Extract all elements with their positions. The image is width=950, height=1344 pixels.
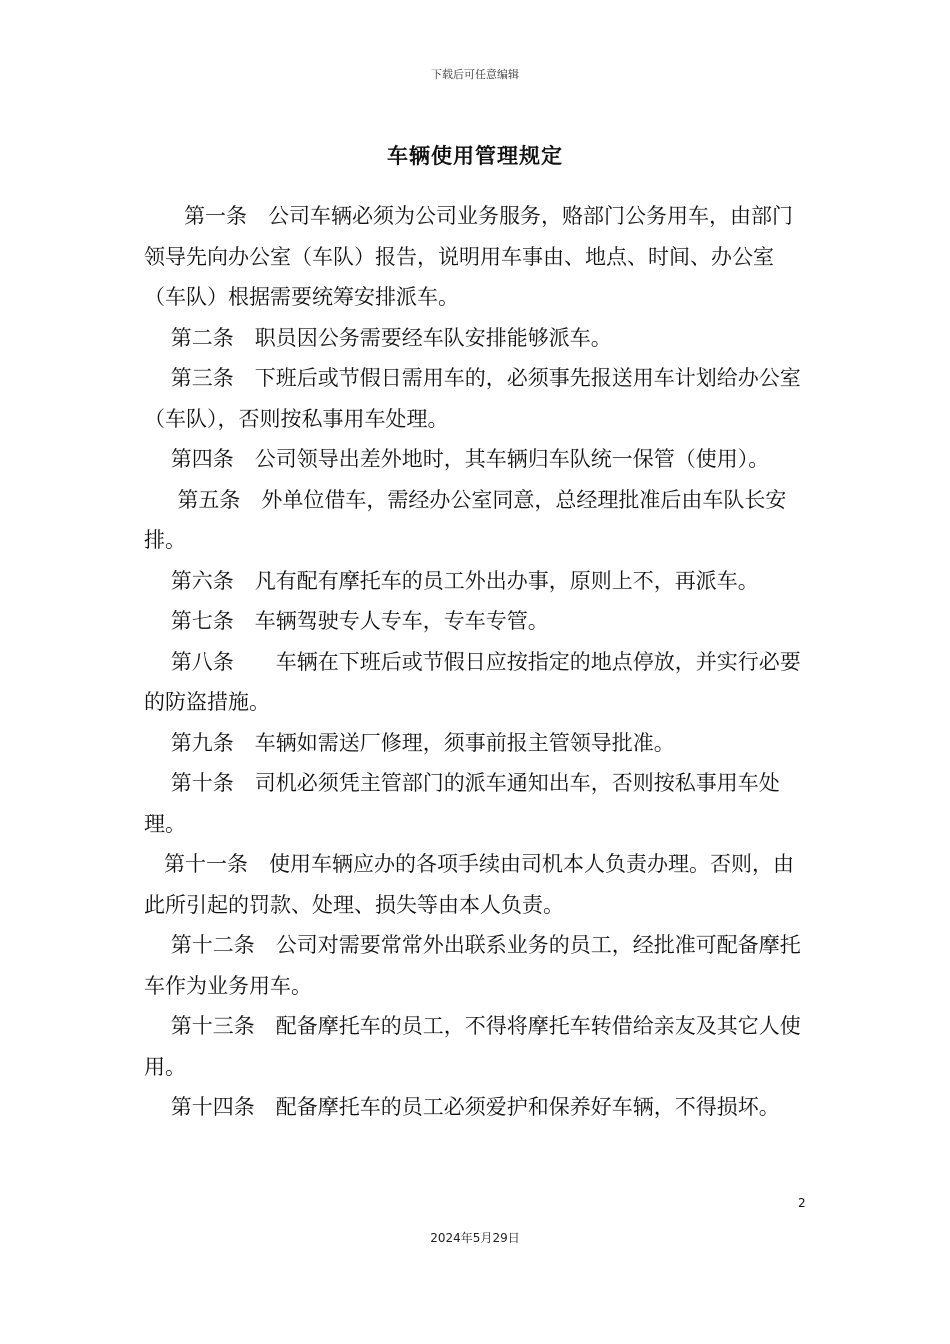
article-5-text: 第五条 外单位借车，需经办公室同意，总经理批准后由车队长安排。 [144, 487, 787, 552]
article-12 [144, 925, 814, 1006]
article-2 [144, 318, 814, 359]
article-13 [144, 1006, 814, 1087]
article-11-text: 第十一条 使用车辆应办的各项手续由司机本人负责办理。否则，由此所引起的罚款、处理、损失等由本人负责。 [144, 852, 795, 917]
article-13-text: 第十三条 配备摩托车的员工，不得将摩托车转借给亲友及其它人使用。 [144, 1014, 801, 1079]
article-7 [144, 601, 814, 642]
article-3 [144, 358, 814, 439]
page-number: 2 [798, 1196, 806, 1210]
article-12-text: 第十二条 公司对需要常常外出联系业务的员工，经批准可配备摩托车作为业务用车。 [144, 933, 801, 998]
article-6-text: 第六条 凡有配有摩托车的员工外出办事，原则上不，再派车。 [170, 568, 759, 593]
document-title: 车辆使用管理规定 [387, 144, 563, 168]
article-4-text: 第四条 公司领导出差外地时，其车辆归车队统一保管（使用）。 [170, 447, 770, 471]
article-10 [144, 763, 814, 844]
article-1-text: 第一条 公司车辆必须为公司业务服务，赂部门公务用车，由部门领导先向办公室（车队）报告，说明用车事由、地点、时间、办公室（车队）根据需要统筹安排派车。 [144, 204, 794, 309]
article-10-text: 第十条 司机必须凭主管部门的派车通知出车，否则按私事用车处理。 [144, 771, 780, 836]
article-1 [144, 196, 814, 318]
article-8 [144, 642, 814, 723]
article-8-text: 第八条 车辆在下班后或节假日应按指定的地点停放，并实行必要的防盗措施。 [144, 649, 801, 714]
article-2-text: 第二条 职员因公务需要经车队安排能够派车。 [170, 325, 612, 350]
article-5 [144, 480, 814, 561]
footer-date: 2024年5月29日 [430, 1231, 520, 1245]
document-body [144, 196, 814, 1128]
article-14 [144, 1087, 814, 1128]
article-4 [144, 439, 814, 480]
article-3-text: 第三条 下班后或节假日需用车的，必须事先报送用车计划给办公室（车队），否则按私事用车处理。 [144, 366, 801, 431]
article-9-text: 第九条 车辆如需送厂修理，须事前报主管领导批准。 [170, 730, 675, 755]
article-9 [144, 723, 814, 764]
article-11 [144, 844, 814, 925]
header-note: 下载后可任意编辑 [431, 68, 519, 81]
article-6 [144, 561, 814, 602]
article-7-text: 第七条 车辆驾驶专人专车，专车专管。 [170, 609, 549, 633]
article-14-text: 第十四条 配备摩托车的员工必须爱护和保养好车辆，不得损坏。 [170, 1095, 780, 1119]
